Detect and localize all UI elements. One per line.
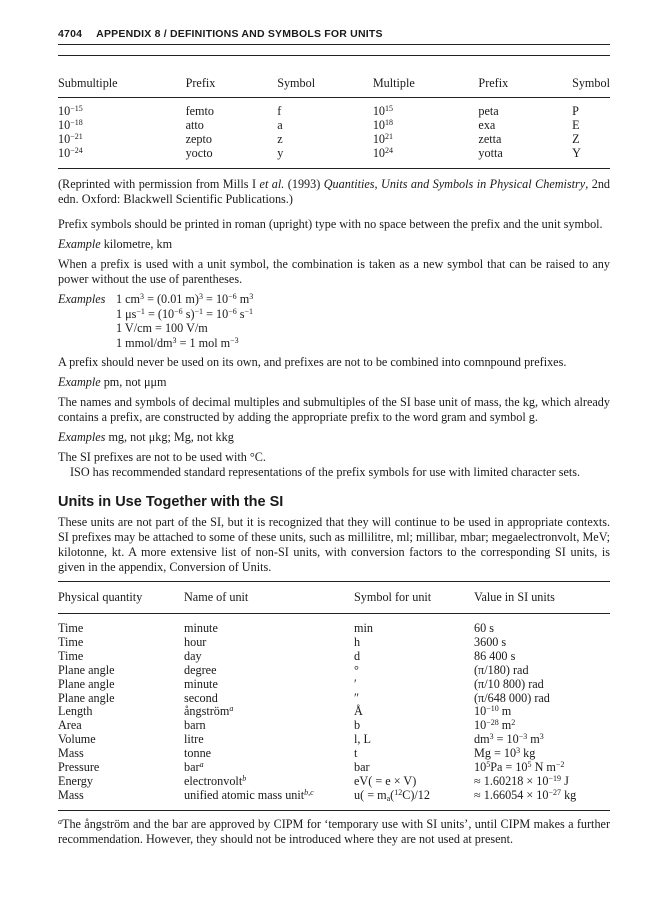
col-value-si: Value in SI units bbox=[474, 590, 555, 604]
col-symbol-for-unit: Symbol for unit bbox=[354, 590, 432, 604]
col-symbol-2: Symbol bbox=[572, 76, 610, 90]
table-row: Energy electronvolt$^b$ eV( = e × V) ≈ $1.60218 \times 10^{-19}$ J bbox=[58, 773, 569, 788]
table-row: Volume litre l, L $dm^3 = 10^{-3}$ $m^3$ bbox=[58, 732, 544, 747]
table-row: Time minute min 60 s bbox=[58, 621, 494, 635]
col-multiple: Multiple bbox=[372, 76, 415, 90]
table-row: $10^{-18}$ atto a $10^{18}$ exa E bbox=[58, 118, 580, 132]
para-units-intro: These units are not part of the SI, but it is recognized that they will continue to be used in appropriate contexts. SI prefixes may be attached to some of these units, such as millilitre, ml; millibar, mbar; megaelectronvolt, MeV; kilotonne, kt. A more extensive list of non-SI units, with conversion factors to the corresponding SI units, is given in the appendix, Conversion of Units. bbox=[58, 515, 610, 574]
footnote: $^a$The ångström and the bar are approved by CIPM for ‘temporary use with SI units’, until CIPM makes a further recommendation. However, they should not be introduced where they are not used at present. bbox=[58, 816, 610, 846]
para-roman-type: Prefix symbols should be printed in roman (upright) type with no space between the prefix and the unit symbol. bbox=[58, 217, 603, 231]
col-prefix: Prefix bbox=[185, 76, 216, 90]
table-row: Length ångström$^a$ Å $10^{-10}$ m bbox=[58, 704, 512, 719]
col-symbol: Symbol bbox=[277, 76, 316, 90]
prefix-table bbox=[58, 55, 610, 169]
units-table bbox=[58, 581, 610, 811]
para-combination: When a prefix is used with a unit symbol, the combination is taken as a new symbol that can be raised to any power without the use of parentheses. bbox=[58, 257, 610, 286]
para-iso: ISO has recommended standard representations of the prefix symbols for use with limited character sets. bbox=[70, 465, 581, 479]
table-row: Mass tonne t $Mg = 10^3$ kg bbox=[58, 746, 536, 761]
table-row: Plane angle degree ° (π/180) rad bbox=[58, 662, 529, 677]
table-row: $10^{-15}$ femto f $10^{15}$ peta P bbox=[58, 104, 579, 118]
table-row: Pressure bar$^a$ bar $10^5Pa = 10^5$ N $m^{-2}$ bbox=[58, 760, 565, 775]
page bbox=[58, 28, 610, 847]
table-row: Area barn b $10^{-28}$ $m^2$ bbox=[58, 718, 516, 733]
table-row: Plane angle minute ′ (π/10 800) rad bbox=[58, 676, 544, 691]
col-prefix-2: Prefix bbox=[478, 76, 509, 90]
table-row: $10^{-24}$ yocto y $10^{24}$ yotta Y bbox=[58, 146, 581, 160]
para-no-own-use: A prefix should never be used on its own, and prefixes are not to be combined into comnpound prefixes. bbox=[58, 355, 567, 369]
table-row: Plane angle second ″ (π/648 000) rad bbox=[58, 690, 550, 705]
para-celsius: The SI prefixes are not to be used with °C. bbox=[58, 450, 266, 464]
section-title: Units in Use Together with the SI bbox=[58, 494, 284, 510]
running-title: APPENDIX 8 / DEFINITIONS AND SYMBOLS FOR UNITS bbox=[96, 28, 383, 40]
col-submultiple: Submultiple bbox=[58, 76, 118, 90]
page-number: 4704 bbox=[58, 28, 83, 40]
table-row: Time day d 86 400 s bbox=[58, 648, 516, 663]
examples-block: Examples 1 $cm^3 = (0.01$ $m)^3 = 10^{-6}$ $m^3$ 1 $\mu s^{-1} = (10^{-6}$ $s)^{-1} = 10^{-6}$ $s^{-1}$ 1 V/cm = 100 V/m 1 mmol/$dm^3 = 1$ mol $m^{-3}$ bbox=[58, 292, 254, 350]
running-header bbox=[58, 28, 610, 45]
example-pm: Example pm, not μμm bbox=[58, 375, 167, 389]
col-name-of-unit: Name of unit bbox=[184, 590, 249, 604]
example-mg: Examples mg, not μkg; Mg, not kkg bbox=[58, 430, 234, 444]
example-kilometre: Example kilometre, km bbox=[58, 237, 173, 251]
table-row: $10^{-21}$ zepto z $10^{21}$ zetta Z bbox=[58, 132, 580, 146]
table-row: Mass unified atomic mass unit$^{b,c}$ $u( = m_a(^{12}C)/12$ ≈ $1.66054 \times 10^{-27}$ kg bbox=[58, 787, 577, 803]
col-physical-quantity: Physical quantity bbox=[58, 590, 143, 604]
para-mass-prefix: The names and symbols of decimal multiples and submultiples of the SI base unit of mass, the kg, which already contains a prefix, are constructed by adding the appropriate prefix to the word gram and symbol g. bbox=[58, 395, 610, 424]
table-row: Time hour h 3600 s bbox=[58, 634, 507, 649]
reprint-note: (Reprinted with permission from Mills I et al. (1993) Quantities, Units and Symbols in Physical Chemistry, 2nd edn. Oxford: Blackwell Scientific Publications.) bbox=[58, 177, 611, 206]
